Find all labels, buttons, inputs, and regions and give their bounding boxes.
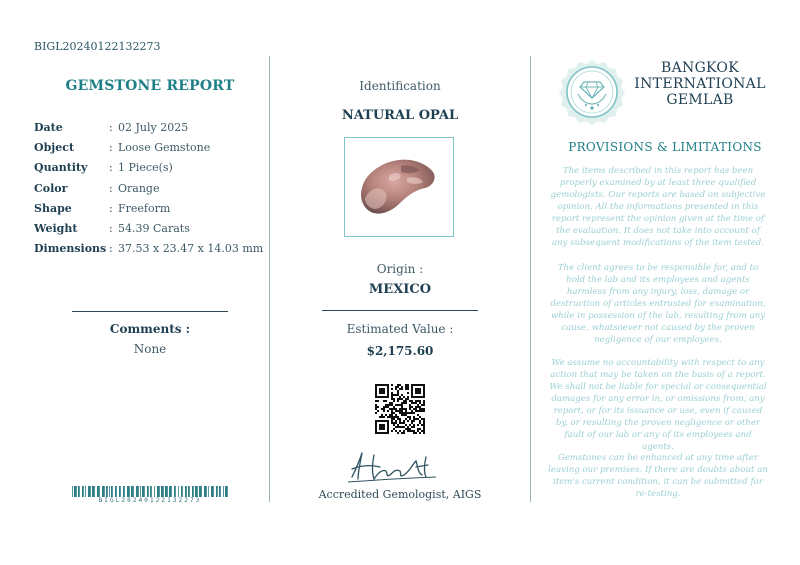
lab-name bbox=[632, 60, 768, 108]
field-value: 1 Piece(s) bbox=[118, 161, 173, 175]
field-label: Shape bbox=[34, 201, 72, 215]
field-label: Object bbox=[34, 141, 75, 155]
field-value: Orange bbox=[118, 181, 160, 195]
provisions-paragraph: Gemstones can be enhanced at any time after leaving our premises. If there are doubts about an item's current condition, it can be submitted for re-testing. bbox=[548, 453, 768, 499]
field-value: Freeform bbox=[118, 201, 171, 215]
lab-name-line: INTERNATIONAL bbox=[634, 76, 766, 92]
estimated-value: $2,175.60 bbox=[366, 344, 434, 358]
field-value: 54.39 Carats bbox=[118, 221, 190, 235]
field-value: 02 July 2025 bbox=[118, 121, 189, 134]
field-value: 37.53 x 23.47 x 14.03 mm bbox=[118, 242, 264, 256]
field-value: Loose Gemstone bbox=[118, 141, 211, 155]
lab-name-line: BANGKOK bbox=[661, 60, 739, 76]
comments-value: None bbox=[133, 342, 167, 356]
provisions-paragraph: The items described in this report has been properly examined by at least three qualified gemologists. Our reports are based on subjective opinion. All the informations presented in this report represent the opinion given at the time of the evaluation. It does not take into account of any subsequent modifications of the item tested. bbox=[550, 166, 766, 248]
field-label: Weight bbox=[34, 221, 78, 235]
field-label: Color bbox=[34, 181, 68, 195]
gemlab-seal-icon bbox=[558, 58, 626, 126]
barcode bbox=[72, 486, 228, 497]
gemologist-label: Accredited Gemologist, AIGS bbox=[318, 488, 482, 501]
divider-right bbox=[530, 56, 531, 502]
opal-image bbox=[345, 138, 452, 235]
field-separator: : bbox=[109, 242, 113, 256]
qr-code bbox=[375, 384, 425, 434]
comments-divider bbox=[72, 311, 228, 312]
stone-name: NATURAL OPAL bbox=[341, 108, 459, 123]
origin-label: Origin : bbox=[376, 262, 424, 276]
field-separator: : bbox=[109, 181, 113, 195]
estimated-value-label: Estimated Value : bbox=[346, 322, 454, 336]
provisions-title: PROVISIONS & LIMITATIONS bbox=[568, 140, 762, 154]
field-separator: : bbox=[109, 141, 113, 155]
provisions-paragraph: We assume no accountability with respect to any action that may be taken on the basis of a report. We shall not be liable for special or consequential damages for any error in, or omissions from, any report, or for its issuance or use, even if caused by, or resulting the proven negligence or other fault of our lab or any of its employees and agents. bbox=[549, 358, 767, 452]
origin-divider bbox=[322, 310, 478, 311]
identification-label: Identification bbox=[359, 79, 441, 93]
gemstone-photo bbox=[344, 137, 454, 237]
barcode-text: BIGL20240122132273 bbox=[98, 497, 202, 504]
provisions-paragraph: The client agrees to be responsible for, and to hold the lab and its employees and agents harmless from any injury, loss, damage or destruction of articles entrusted for examination, while in possession of the lab, resulting from any cause, whatsoever not caused by the proven negligence of our employees. bbox=[550, 263, 766, 345]
field-label: Date bbox=[34, 121, 63, 134]
field-separator: : bbox=[109, 161, 113, 175]
field-label: Quantity bbox=[34, 161, 88, 175]
gemologist-signature bbox=[346, 447, 438, 487]
origin-value: MEXICO bbox=[368, 282, 432, 297]
report-title: GEMSTONE REPORT bbox=[65, 78, 235, 94]
field-separator: : bbox=[109, 221, 113, 235]
field-label: Dimensions bbox=[34, 242, 107, 256]
report-number: BIGL20240122132273 bbox=[34, 40, 161, 53]
field-separator: : bbox=[109, 121, 113, 134]
lab-name-line: GEMLAB bbox=[666, 92, 734, 108]
field-separator: : bbox=[109, 201, 113, 215]
comments-label: Comments : bbox=[109, 322, 191, 336]
